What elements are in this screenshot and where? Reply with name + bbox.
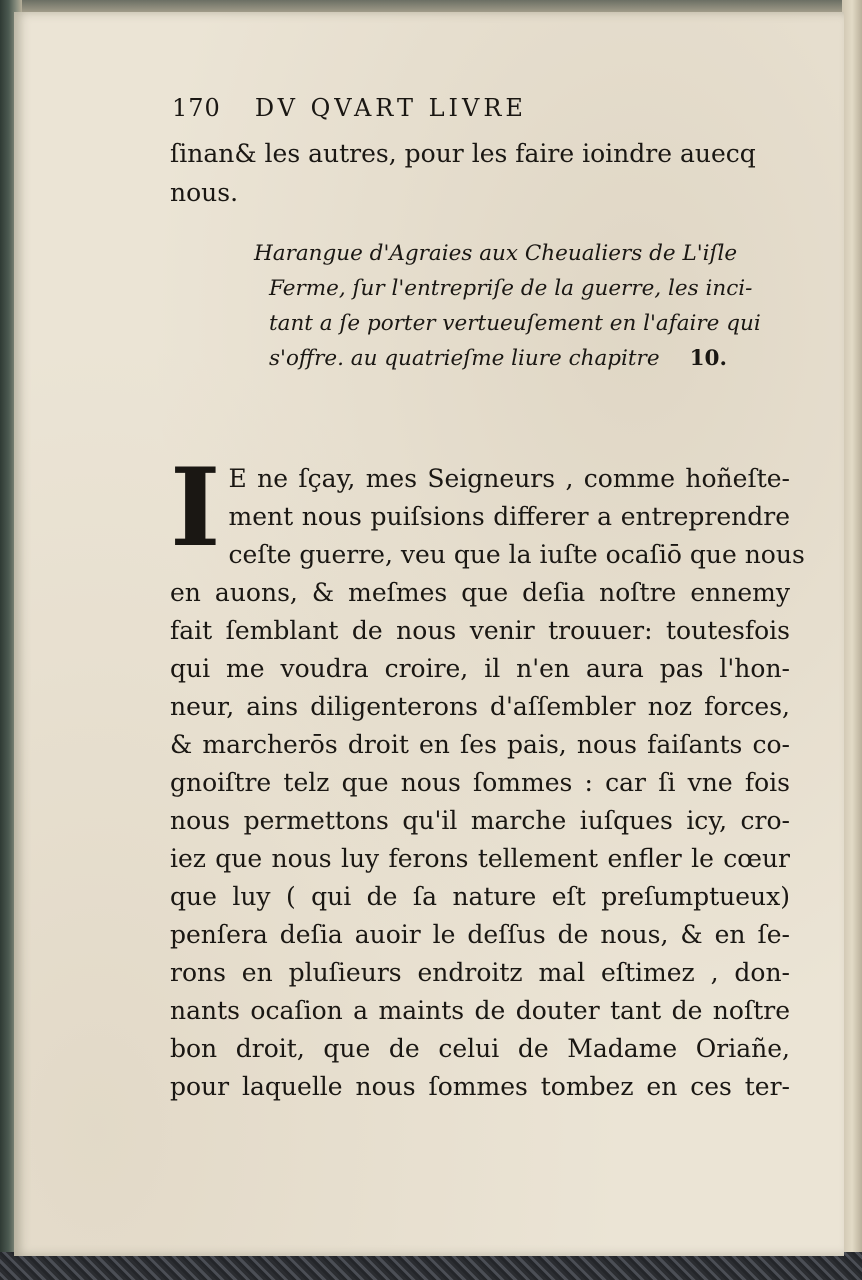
book-fore-edge: [842, 0, 862, 1256]
chapter-heading: [254, 236, 784, 376]
body-line: pour laquelle nous ſommes tombez en ces ter-: [170, 1072, 790, 1101]
body-line: fait ſemblant de nous venir trouuer: toutesfois: [170, 616, 790, 645]
body-line: & marcherōs droit en ſes pais, nous faiſants co-: [170, 730, 790, 759]
page-header: [172, 94, 527, 122]
body-line: penſera deſia auoir le deſſus de nous, & en ſe-: [170, 920, 790, 949]
book-page: [14, 12, 844, 1256]
heading-line: Harangue d'Agraies aux Cheualiers de L'iſle: [254, 241, 738, 266]
heading-line: Ferme, ſur l'entrepriſe de la guerre, les inci-: [269, 276, 753, 301]
body-line: nants ocaſion a maints de douter tant de noſtre: [170, 996, 790, 1025]
page-number: 170: [172, 94, 221, 122]
heading-line-final: [254, 341, 784, 376]
body-line: qui me voudra croire, il n'en aura pas l'hon-: [170, 654, 790, 683]
book-bottom-edge: [0, 1252, 862, 1280]
body-line: bon droit, que de celui de Madame Oriañe,: [170, 1034, 790, 1063]
body-line: E ne ſçay, mes Seigneurs , comme hoñeſte-: [228, 464, 790, 493]
chapter-number: 10.: [689, 346, 727, 371]
body-line: gnoiſtre telz que nous ſommes : car ſi vne fois: [170, 768, 790, 797]
body-line: nous permettons qu'il marche iuſques icy, cro-: [170, 806, 790, 835]
body-line: ceſte guerre, veu que la iuſte ocaſiō que nous: [228, 540, 805, 569]
body-line: en auons, & meſmes que deſia noſtre ennemy: [170, 578, 790, 607]
body-line: ment nous puiſsions differer a entreprendre: [228, 502, 790, 531]
heading-line: tant a ſe porter vertueuſement en l'afaire qui: [269, 311, 761, 336]
body-line: iez que nous luy ferons tellement enfler le cœur: [170, 844, 790, 873]
heading-line-text: s'offre. au quatrieſme liure chapitre: [269, 346, 660, 371]
body-text: [170, 445, 805, 1106]
body-line: neur, ains diligenterons d'aſſembler noz forces,: [170, 692, 790, 721]
running-title: DV QVART LIVRE: [254, 94, 527, 122]
body-line: que luy ( qui de ſa nature eſt preſumptueux): [170, 882, 790, 911]
drop-cap: I: [170, 445, 221, 571]
continuation-line: ſinan& les autres, pour les faire ioindre auecq: [170, 139, 756, 168]
continuation-text: [170, 134, 790, 212]
body-line: rons en pluſieurs endroitz mal eſtimez , don-: [170, 958, 790, 987]
continuation-line: nous.: [170, 178, 239, 207]
